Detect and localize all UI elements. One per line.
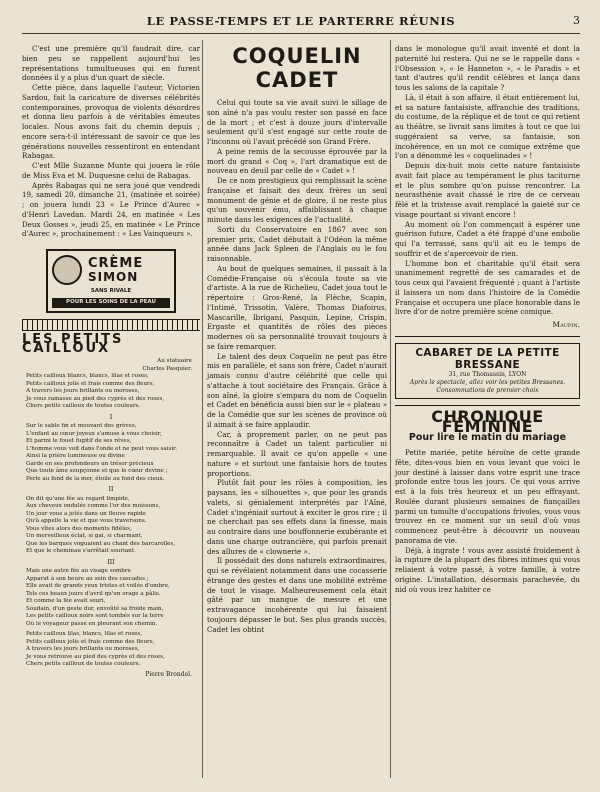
poem-line: Aux cheveux ondulés comme l'or des moissons,	[26, 503, 161, 509]
poem-line: Sur le sable fin et mouvant des grèves,	[26, 423, 137, 429]
column-rule-2	[390, 40, 391, 778]
poem-line: Soudain, d'un geste dur, envoûté sa froide main,	[26, 605, 164, 612]
poem	[22, 358, 200, 678]
chronique-title: CHRONIQUE FÉMININE	[431, 406, 544, 436]
ad-line-1: CRÈME	[88, 255, 144, 271]
creme-simon-ad	[46, 249, 176, 313]
article-paragraph: Sorti du Conservatoire en 1867 avec son premier prix, Cadet débutait à l'Odéon la même année dans Jack Spleen de l'Anglais ou le fou raisonnable.	[207, 224, 387, 263]
poem-line: Tels ces beaux jours d'avril qu'un orage a pâlis.	[26, 590, 161, 597]
chronique-subtitle: Pour lire le matin du mariage	[408, 432, 567, 444]
poem-line: Chers petits cailloux de toutes couleurs.	[26, 403, 141, 409]
poem-line: Vous vîtes alors des moments fidèles,	[26, 525, 132, 532]
article-paragraph: Là, il était à son affaire, il était entièrement lui, et sa nature fantaisiste, affranchie des traditions, du costume, de la réplique et de tout ce qui retient au théâtre, se livrait sans limites à tout ce que lui suggéraient sa verve, sa fantaisie, son incohérence, en un mot ce comique extrême que l'on a dénommé les « coquelinades » !	[395, 92, 580, 161]
cabaret-address: 31, rue Thomassin, LYON	[448, 370, 527, 378]
poem-line: Où le voyageur passe en pleurant son chemin.	[26, 620, 158, 627]
poem-line: Je vous ramasse au pied des cyprès et des roses,	[26, 395, 165, 402]
article-paragraph: Plutôt fait pour les rôles à composition, les paysans, les « silhouettes », que pour les grands valets, si génialement interprétés par l'Aîné, Cadet s'ingéniait surtout à exciter le gros rire ; il ne cherchait pas ses effets dans la finesse, mais au contraire dans une bouffonnerie exubérante et dans une charge outrancière, qui parfois prenait des allures de « clownerie ».	[207, 478, 387, 556]
article-paragraph: L'homme bon et charitable qu'il était sera unanimement regretté de ses camarades et de tous ceux qui l'avaient fréquenté ; quant à l'artiste il laissera un nom dans l'histoire de la Comédie Française et occupera une place honorable dans le livre d'or de notre première scène comique.	[395, 258, 580, 317]
article-paragraph: Il possédait des dons naturels extraordinaires, qui se révélaient notamment dans une cocasserie étrange des gestes et dans une mobilité extrême de tout le visage. Malheureusement cela était gâté par un manque de mesure et une extravagance incohérente qui lui faisaient toujours dépasser le but. Ses plus grands succès, Cadet les obtint	[207, 556, 387, 634]
poem-line: L'homme vous voit dans l'onde et ne peut vous saisir.	[26, 445, 177, 452]
column-rule-1	[202, 40, 203, 778]
col1-paragraph: Après Rabagas qui ne sera joué que vendredi 19, samedi 20, dimanche 21, (matinée et soirée) ; on jouera lundi 23 « Le Prince d'Aurec » d'Henri Lavedan. Mardi 24, en matinée « Les Deux Gosses », jeudi 25, en matinée « Le Prince d'Aurec », prochainement : « Les Vainqueurs ».	[22, 180, 200, 239]
cabaret-slogan: Après le spectacle, allez voir les petites Bressanes.	[409, 378, 566, 386]
poem-line: Mais une autre fée au visage sombre	[26, 568, 131, 574]
stanza-numeral: II	[108, 486, 114, 493]
article-paragraph: De ce nom prestigieux qui remplissait la scène française et faisait des deux frères un seul monument de génie et de gloire, il ne reste plus qu'un souvenir ému, affaiblissant à chaque minute dans les exigences de l'actualité.	[207, 176, 387, 224]
page-header	[22, 14, 580, 32]
poem-stanza	[26, 631, 200, 669]
chronique-paragraph: Petite mariée, petite héroïne de cette grande fête, dites-vous bien en vous levant que voici le jour destiné à laisser dans votre esprit une trace profonde entre tous les jours. Ce qui vous arrive est à la fois très heureux et un peu effrayant. Roulée durant plusieurs semaines de fiançailles parmi un tumulte d'occupations frivoles, vous vous trouvez en ce moment sur un seuil d'où vous commencez peut-être à découvrir un nouveau panorama de vie.	[395, 448, 580, 545]
poem-line: Et que le cheminau s'arrêtait souriant.	[26, 548, 136, 554]
ad-line-3: SANS RIVALE	[90, 288, 132, 294]
chronique-paragraph: Déjà, à ingrate ! vous avez assisté froidement à la rupture de la plupart des fibres intimes qui vous reliaient à votre passé, à votre famille, à votre origine. L'installation, désormais parachevée, du nid où vous irez habiter ce	[395, 545, 580, 594]
poem-line: Elle avait de grands yeux tristes et voilés d'ombre,	[26, 583, 170, 589]
poem-line: Ainsi la prière lumineuse ou divine	[26, 453, 125, 459]
creme-brand	[52, 255, 170, 285]
article-continuation	[395, 44, 580, 317]
article-signature: Maupin.	[552, 320, 580, 329]
poem-line: Petits cailloux jolis et frais comme des fleurs,	[26, 380, 155, 387]
poem-line: Petits cailloux jolis et frais comme des fleurs,	[26, 638, 155, 645]
poem-line: Que les barques voguaient au chant des barcarolles,	[26, 540, 176, 547]
poem-line: Que toute âme soupçonne et que le cœur devine ;	[26, 468, 168, 474]
poem-line: Petits cailloux blancs, blancs, lilas et roses,	[26, 373, 149, 379]
poem-line: On dit qu'une fée au regard limpide,	[26, 495, 130, 502]
section-rule	[395, 405, 580, 406]
article-paragraph: Le talent des deux Coquelin ne peut pas être mis en parallèle, et sans son frère, Cadet n'aurait jamais connu d'autre célébrité que celle qui s'attache à tout sociétaire des Français. Grâce à son aîné, la gloire s'empara du nom de Coquelin et Cadet en bénéficia aussi bien sur le « plateau » de la Comédie que sur les scènes de province où il aimait à se faire applaudir.	[207, 351, 387, 429]
poem-dedication-name: Charles Pasquier.	[142, 365, 192, 372]
stanza-numeral: I	[109, 413, 113, 421]
cream-jar-icon	[52, 255, 82, 285]
poem-line: Un merveilleux éclat, si gai, si charmant,	[26, 533, 143, 539]
poem-line: Garde en ses profondeurs un trésor précieux	[26, 460, 154, 467]
ad-line-2: SIMON	[88, 269, 139, 284]
article-paragraph: dans le monologue qu'il avait inventé et dont la paternité lui restera. Qui ne se le rappelle dans « l'Obsession », « le Hanneton », « le Paradis » et tant d'autres qu'il rendit célèbres et lança dans tous les salons de la capitale ?	[395, 44, 580, 92]
poem-line: Petits cailloux lilas, blancs, lilas et roses,	[26, 631, 143, 637]
running-title: LE PASSE-TEMPS ET LE PARTERRE RÉUNIS	[146, 14, 456, 28]
article-paragraph: Car, à proprement parler, on ne peut pas reconnaître à Cadet un talent particulier ni remarquable. Il avait ce qu'on appelle « une nature » et surtout une fantaisie hors de toutes proportions.	[207, 429, 387, 478]
column-1	[22, 44, 200, 678]
cabaret-name: CABARET DE LA PETITE BRESSANE	[415, 346, 560, 371]
poem-stanza	[26, 496, 200, 556]
poem-line: Et parmi le fouet fugitif de ses rêves,	[26, 438, 132, 444]
poem-line: Apparut à son heure au sein des cascades ;	[26, 575, 149, 582]
poem-line: L'enfant au cœur joyeux s'amuse à vous choisir,	[26, 430, 162, 437]
poem-line: Les petits cailloux noirs sont tombés sur la terre	[26, 613, 164, 619]
poem-line: Perle au fond de la mer, étoile au fond des cieux.	[26, 475, 165, 482]
column-2	[207, 44, 387, 634]
poem-stanza	[26, 373, 200, 411]
poem-stanza	[26, 423, 200, 483]
article-title: COQUELIN CADET	[232, 44, 362, 92]
poem-line: Qu'à appelle la vie et que vous traversons.	[26, 518, 147, 524]
poem-line: Et comme la fée avait souri,	[26, 598, 106, 604]
col1-paragraph: C'est Mlle Suzanne Munte qui jouera le rôle de Miss Eva et M. Duquesne celui de Rabagas.	[22, 161, 200, 180]
article-paragraph: Au bout de quelques semaines, il passait à la Comédie-Française où s'écoula toute sa vie d'artiste. A la rue de Richelieu, Cadet joua tout le répertoire : Gros-René, la Flèche, Scapin, l'Intimé, Trissotin, Valère, Thomas Diafoirus, Mascarille, Ibrigani, Pasquin, Lepine, Crispin, Ergaste et quantités de rôles des pièces modernes où sa personnalité trouvait toujours à se faire remarquer.	[207, 263, 387, 351]
article-paragraph: Depuis dix-huit mois cette nature fantaisiste avait fait place au tempérament le plus taciturne et le plus sombre qu'on puisse rencontrer. La neurasthénie avait chassé le rire de ce cerveau fêlé et la tristesse avait remplacé la gaieté sur ce visage pourtant si vivant encore !	[395, 161, 580, 219]
ad-line-4: POUR LES SOINS DE LA PEAU	[52, 298, 170, 308]
header-rule	[22, 33, 580, 34]
article-paragraph: Au moment où l'on commençait à espérer une guérison future, Cadet a été frappé d'une embolie qui l'a terrassé, sans qu'il ait eu le temps de souffrir et de s'apercevoir de rien.	[395, 219, 580, 258]
poem-stanza	[26, 568, 200, 628]
stanza-numeral: III	[107, 558, 115, 566]
poem-dedication: Au statuaire	[157, 358, 192, 364]
ornament-band	[22, 319, 200, 331]
poem-line: A travers les jours brillants ou moroses,	[26, 388, 140, 394]
poem-line: Un jour vous a jetés dans un fleuve rapide	[26, 510, 146, 517]
section-rule	[395, 336, 580, 337]
cabaret-note: Consommations de premier choix	[436, 386, 539, 394]
column-3	[395, 44, 580, 594]
article-paragraph: Celui qui toute sa vie avait suivi le sillage de son aîné n'a pas voulu rester son passé en face de la mort ; et c'est à douze jours d'intervalle seulement qu'il s'est engagé sur cette route de l'inconnu où l'avait précédé son Grand Frère.	[207, 98, 387, 146]
poem-line: Je vous retrouve au pied des cyprès et des roses,	[26, 653, 165, 660]
poem-line: Chers petits cailloux de toutes couleurs.	[26, 661, 141, 667]
col1-paragraph: Cette pièce, dans laquelle l'auteur, Victorien Sardou, fait la caricature de diverses célébrités contemporaines, provoqua de violents désordres et donna lieu parfois à de véritables émeutes locales. Nous avons fait du chemin depuis ; encore sera-t-il intéressant de savoir ce que les générations nouvelles ressentiront en entendant Rabagas.	[22, 83, 200, 161]
article-paragraph: A peine remis de la secousse éprouvée par la mort du grand « Coq », l'art dramatique est de nouveau en deuil par celle de « Cadet » !	[207, 146, 387, 176]
poem-signature: Pierre Brondel.	[145, 670, 192, 678]
page-number: 3	[573, 14, 580, 27]
poem-title: LES PETITS CAILLOUX	[22, 331, 124, 357]
cabaret-ad	[395, 343, 580, 399]
poem-line: A travers les jours brillants ou moroses,	[26, 646, 140, 652]
col1-paragraph: C'est une première qu'il faudrait dire, car bien peu se rappellent aujourd'hui les représentations tumultueuses qui en furent données il y a plus d'un quart de siècle.	[22, 44, 200, 83]
